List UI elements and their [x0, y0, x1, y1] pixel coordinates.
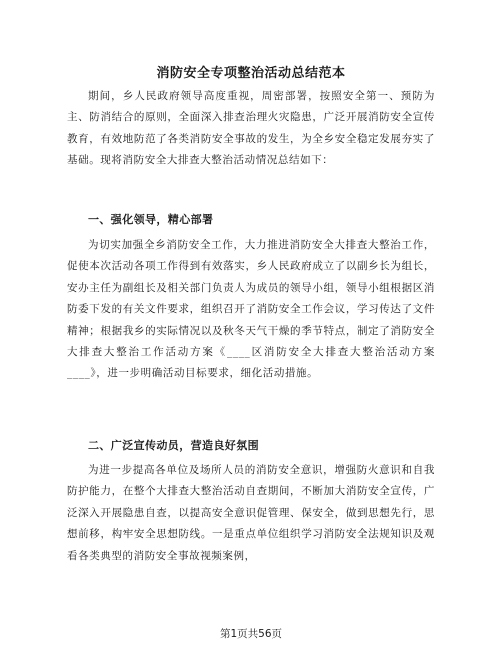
- section-heading-2: 二、广泛宣传动员，营造良好氛围: [88, 439, 259, 452]
- document-title: 消防安全专项整治活动总结范本: [156, 66, 346, 81]
- page-number-footer: 第1页共56页: [219, 628, 283, 640]
- section-heading-1: 一、强化领导，精心部署: [88, 213, 214, 226]
- section-paragraph-1: 为切实加强全乡消防安全工作，大力推进消防安全大排查大整治工作，促使本次活动各项工作得到有效落实，乡人民政府成立了以副乡长为组长，安办主任为副组长及相关部门负责人为成员的领导小组，领导小组根据区消防委下发的有关文件要求，组织召开了消防安全工作会议，学习传达了文件精神；根据我乡的实际情况以及秋冬天气干燥的季节特点，制定了消防安全大排查大整治工作活动方案《____区消防安全大排查大整治活动方案____》，进一步明确活动目标要求，细化活动措施。: [67, 239, 435, 380]
- intro-paragraph: 期间，乡人民政府领导高度重视，周密部署，按照安全第一、预防为主、防消结合的原则，全面深入排查治理火灾隐患，广泛开展消防安全宣传教育，有效地防范了各类消防安全事故的发生，为全乡安全稳定发展夯实了基础。现将消防安全大排查大整治活动情况总结如下：: [67, 90, 435, 167]
- section-paragraph-2: 为进一步提高各单位及场所人员的消防安全意识，增强防火意识和自我防护能力，在整个大排查大整治活动自查期间，不断加大消防安全宣传，广泛深入开展隐患自查，以提高安全意识促管理、保安全，做到思想先行，思想前移，构牢安全思想防线。一是重点单位组织学习消防安全法规知识及观看各类典型的消防安全事故视频案例，: [67, 464, 435, 562]
